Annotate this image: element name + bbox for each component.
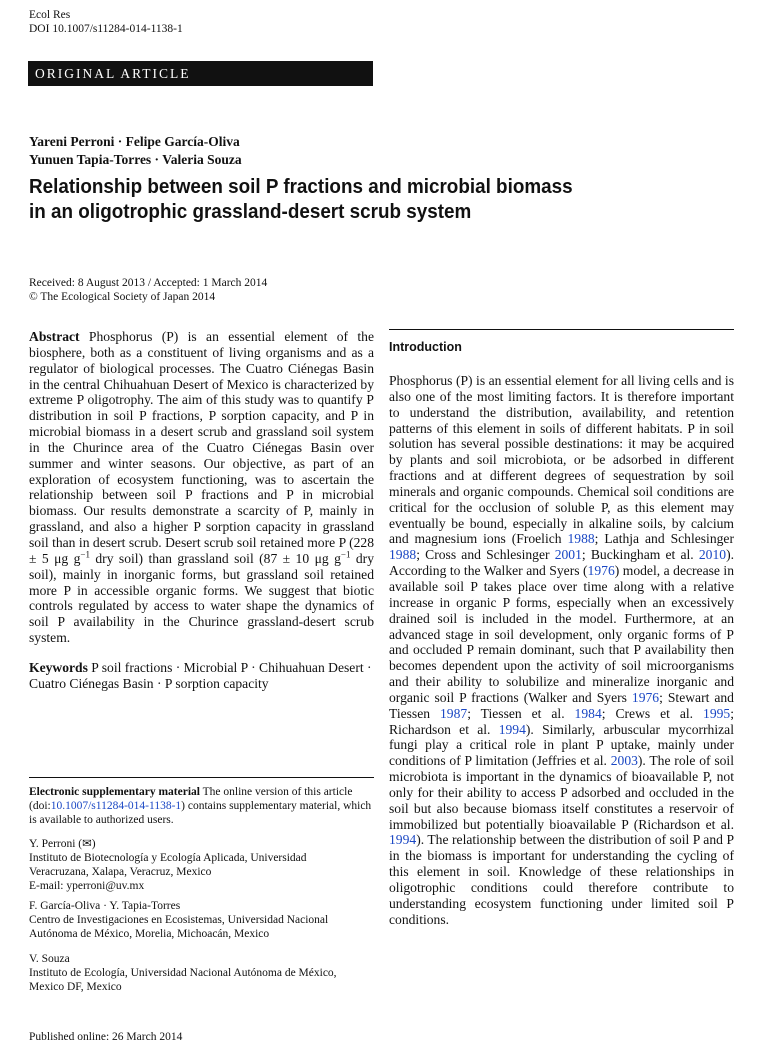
doi-line: DOI 10.1007/s11284-014-1138-1	[29, 23, 183, 35]
keywords	[29, 660, 374, 692]
intro-text: ; Stewart and Tiessen	[389, 689, 734, 721]
intro-text: ; Buckingham et al.	[581, 547, 699, 563]
title-line-2: in an oligotrophic grassland-desert scrub system	[29, 200, 472, 223]
affiliation-perroni	[29, 837, 374, 893]
citation-link[interactable]: 1976	[631, 689, 660, 705]
intro-text: ) model, a decrease in available soil P takes place over time along with a relative increase in organic P forms, especially when an excessively drained soil is included in the model. Furthermore, at an advanced stage in soil development, only organic forms of P and occluded P remain dominant, such that P availability then becomes dependent upon the activity of soil microorganisms and their ability to solubilize and mineralize inorganic and organic soil P fractions (Walker and Syers	[389, 563, 734, 705]
intro-text: ; Crews et al.	[601, 705, 704, 721]
citation-link[interactable]: 1988	[389, 547, 417, 563]
esm-text-1: The online version of this article (doi:	[29, 786, 353, 812]
affiliation-name: Y. Perroni (✉)	[29, 838, 96, 850]
affiliation-souza	[29, 952, 374, 994]
affiliation-email: E-mail: yperroni@uv.mx	[29, 880, 145, 892]
title-line-1: Relationship between soil P fractions and microbial biomass	[29, 175, 573, 198]
received-accepted: Received: 8 August 2013 / Accepted: 1 March 2014	[29, 277, 268, 289]
affiliation-name: F. García-Oliva · Y. Tapia-Torres	[29, 900, 181, 912]
citation-link[interactable]: 2010	[698, 547, 727, 563]
abstract-text-1: Phosphorus (P) is an essential element of the biosphere, both as a constituent of living organisms and as a regulator of biological processes. The Cuatro Ciénegas Basin in the central Chihuahuan Desert of Mexico is characterized by extreme P oligotrophy. The aim of this study was to quantify P distribution in soil P fractions, P sorption capacity, and P in microbial biomass in a desert scrub and grassland soil system in the Churince area of the Cuatro Ciénegas Basin over summer and winter seasons. Our objective, as part of an exploration of ecosystem functioning, was to ascertain the relationship between soil P fractions and P in microbial biomass. Our results demonstrate a scarcity of P, mainly in grassland, and also a higher P sorption capacity in grassland soil than in desert scrub. Desert scrub soil retained more P (228 ± 5 μg g	[29, 329, 374, 566]
abstract-sup-1: −1	[80, 549, 90, 560]
citation-link[interactable]: 1976	[587, 563, 615, 579]
abstract-column	[29, 329, 374, 692]
article-title	[29, 174, 691, 224]
affiliation-garcia-tapia	[29, 899, 374, 941]
citation-link[interactable]: 1988	[567, 531, 595, 547]
affiliation-line: Instituto de Biotecnología y Ecología Aplicada, Universidad	[29, 852, 307, 864]
author-list	[29, 133, 242, 169]
abstract-text-3: dry soil), mainly in inorganic forms, but grassland soil retained more P in accessible organic forms. We suggest that biotic controls regulated by access to water shape the dynamics of soil P availability in the Churince grassland-desert scrub system.	[29, 550, 374, 646]
affiliation-line: Autónoma de México, Morelia, Michoacán, Mexico	[29, 928, 270, 940]
footnote-divider	[29, 777, 374, 778]
intro-top-rule	[389, 329, 734, 330]
intro-text: ). The relationship between the distribution of soil P and P in the biomass is important for understanding the cycling of this element in soil. Knowledge of these relationships in oligotrophic conditions could therefore contribute to understanding ecosystem functioning under limited soil P conditions.	[389, 832, 734, 927]
journal-header	[29, 8, 183, 36]
citation-link[interactable]: 2001	[554, 547, 582, 563]
published-online: Published online: 26 March 2014	[29, 1031, 183, 1043]
intro-text: ). According to the Walker and Syers (	[389, 547, 734, 579]
author-line-2: Yunuen Tapia-Torres · Valeria Souza	[29, 152, 242, 167]
abstract-label: Abstract	[29, 329, 80, 344]
keywords-label: Keywords	[29, 659, 88, 675]
abstract-sup-2: −1	[340, 549, 351, 560]
keywords-text: P soil fractions · Microbial P · Chihuahuan Desert · Cuatro Ciénegas Basin · P sorption capacity	[29, 659, 372, 691]
affiliation-line: Mexico DF, Mexico	[29, 981, 122, 993]
citation-link[interactable]: 1995	[703, 705, 731, 721]
affiliation-line: Centro de Investigaciones en Ecosistemas, Universidad Nacional	[29, 914, 329, 926]
supplementary-note	[29, 785, 374, 827]
section-heading-introduction: Introduction	[389, 340, 462, 354]
intro-text: ; Cross and Schlesinger	[416, 547, 555, 563]
article-type-banner: ORIGINAL ARTICLE	[28, 61, 373, 86]
author-line-1: Yareni Perroni · Felipe García-Oliva	[29, 134, 240, 149]
journal-name: Ecol Res	[29, 9, 71, 21]
intro-text: ). Similarly, arbuscular mycorrhizal fungi play a critical role in plant P uptake, mainly under conditions of P limitation (Jeffries et al.	[389, 721, 734, 769]
intro-text: ). The role of soil microbiota is important in the dynamics of bioavailable P, not only for their ability to access P adsorbed and occluded in the soil but also because biomass itself constitutes a reservoir of immobilized but potentially bioavailable P (Richardson et al.	[389, 753, 734, 832]
citation-link[interactable]: 1994	[389, 832, 417, 848]
intro-text: ; Tiessen et al.	[467, 705, 575, 721]
abstract-text-2: dry soil) than grassland soil (87 ± 10 μg g	[89, 550, 341, 566]
esm-label: Electronic supplementary material	[29, 786, 200, 798]
citation-link[interactable]: 1994	[498, 721, 526, 737]
affiliation-line: Instituto de Ecología, Universidad Nacional Autónoma de México,	[29, 967, 337, 979]
intro-text: ; Lathja and Schlesinger	[594, 531, 734, 547]
affiliation-name: V. Souza	[29, 953, 70, 965]
citation-link[interactable]: 2003	[610, 753, 638, 769]
abstract	[29, 329, 374, 646]
esm-doi-link[interactable]: 10.1007/s11284-014-1138-1	[50, 800, 182, 812]
article-dates	[29, 276, 267, 304]
introduction-paragraph	[389, 373, 734, 928]
citation-link[interactable]: 1984	[574, 705, 602, 721]
affiliation-line: Veracruzana, Xalapa, Veracruz, Mexico	[29, 866, 212, 878]
introduction-body	[389, 373, 734, 928]
esm-text-2: ) contains supplementary material, which is available to authorized users.	[29, 800, 372, 826]
intro-text: ; Richardson et al.	[389, 705, 734, 737]
intro-text: Phosphorus (P) is an essential element for all living cells and is also one of the most limiting factors. It is therefore important to understand the distribution, availability, and retention patterns of this element in soils of different habitats. P in soil solution has several possible destinations: it may be acquired by plants and soil microbiota, or be adsorbed in different fractions and at different degrees of sequestration by soil minerals and organic compounds. Chemical soil conditions are critical for the occlusion of soluble P, as this element may eventually be bound, especially in alkaline soils, by calcium and magnesium ions (Froelich	[389, 373, 734, 547]
citation-link[interactable]: 1987	[440, 705, 468, 721]
copyright-line: © The Ecological Society of Japan 2014	[29, 291, 216, 303]
